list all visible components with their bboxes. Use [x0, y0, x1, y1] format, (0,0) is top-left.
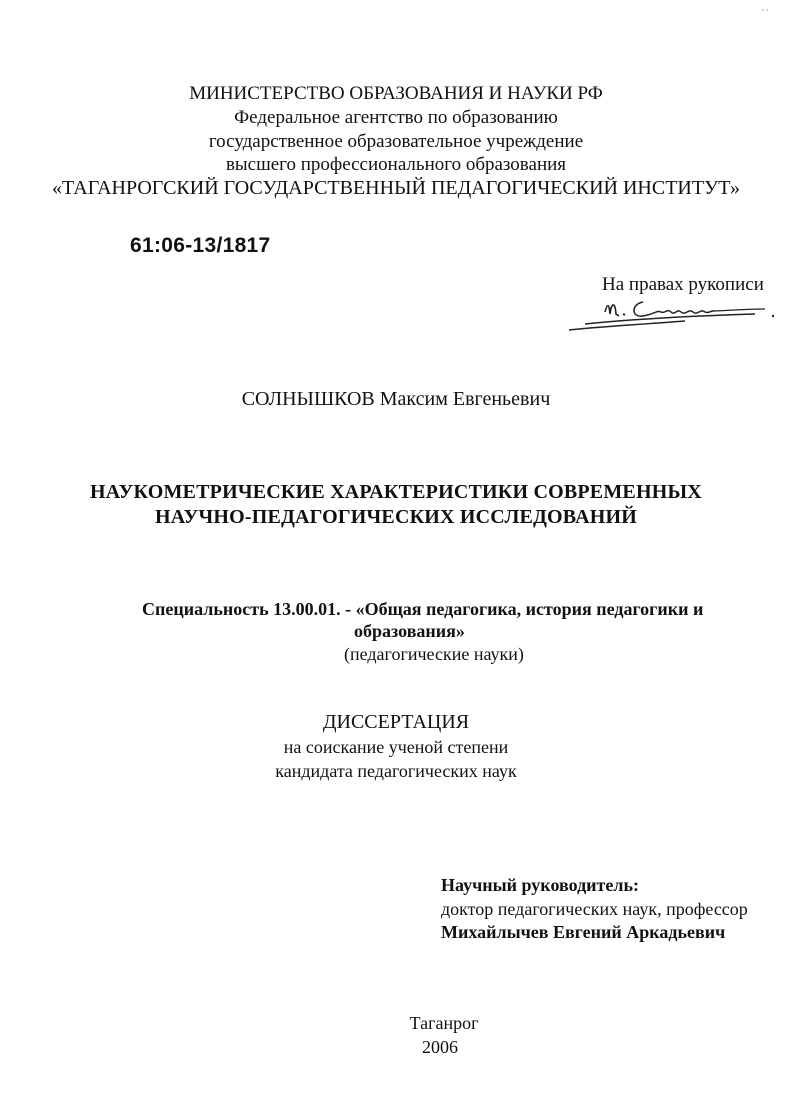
city: Таганрог [409, 1013, 479, 1033]
specialty-line-2: образования» [354, 621, 465, 641]
supervisor-position: доктор педагогических наук, профессор [441, 899, 748, 919]
author-name: СОЛНЫШКОВ Максим Евгеньевич [241, 388, 551, 410]
dissertation-title-line-2: НАУЧНО-ПЕДАГОГИЧЕСКИХ ИССЛЕДОВАНИЙ [155, 506, 637, 528]
specialty-line-1: Специальность 13.00.01. - «Общая педагогика, история педагогики и [142, 599, 704, 619]
science-field: (педагогические науки) [344, 644, 524, 664]
dissertation-title-line-1: НАУКОМЕТРИЧЕСКИЕ ХАРАКТЕРИСТИКИ СОВРЕМЕННЫХ [90, 481, 702, 503]
library-code: 61:06-13/1817 [130, 234, 271, 257]
institute-name: «ТАГАНРОГСКИЙ ГОСУДАРСТВЕННЫЙ ПЕДАГОГИЧЕСКИЙ ИНСТИТУТ» [52, 177, 740, 199]
institution-type-line: государственное образовательное учреждение [208, 131, 584, 152]
education-level-line: высшего профессионального образования [225, 154, 567, 175]
dissertation-heading: ДИССЕРТАЦИЯ [322, 711, 470, 733]
agency-line: Федеральное агентство по образованию [234, 107, 558, 128]
scan-corner-mark: ' ' [762, 8, 769, 19]
handwritten-signature-icon [565, 294, 780, 334]
supervisor-name: Михайлычев Евгений Аркадьевич [441, 922, 726, 942]
degree-purpose: на соискание ученой степени [283, 737, 509, 757]
year: 2006 [422, 1037, 458, 1057]
ministry-line: МИНИСТЕРСТВО ОБРАЗОВАНИЯ И НАУКИ РФ [189, 83, 603, 104]
supervisor-label: Научный руководитель: [441, 875, 639, 895]
manuscript-rights: На правах рукописи [602, 274, 764, 295]
degree-name: кандидата педагогических наук [275, 761, 517, 781]
